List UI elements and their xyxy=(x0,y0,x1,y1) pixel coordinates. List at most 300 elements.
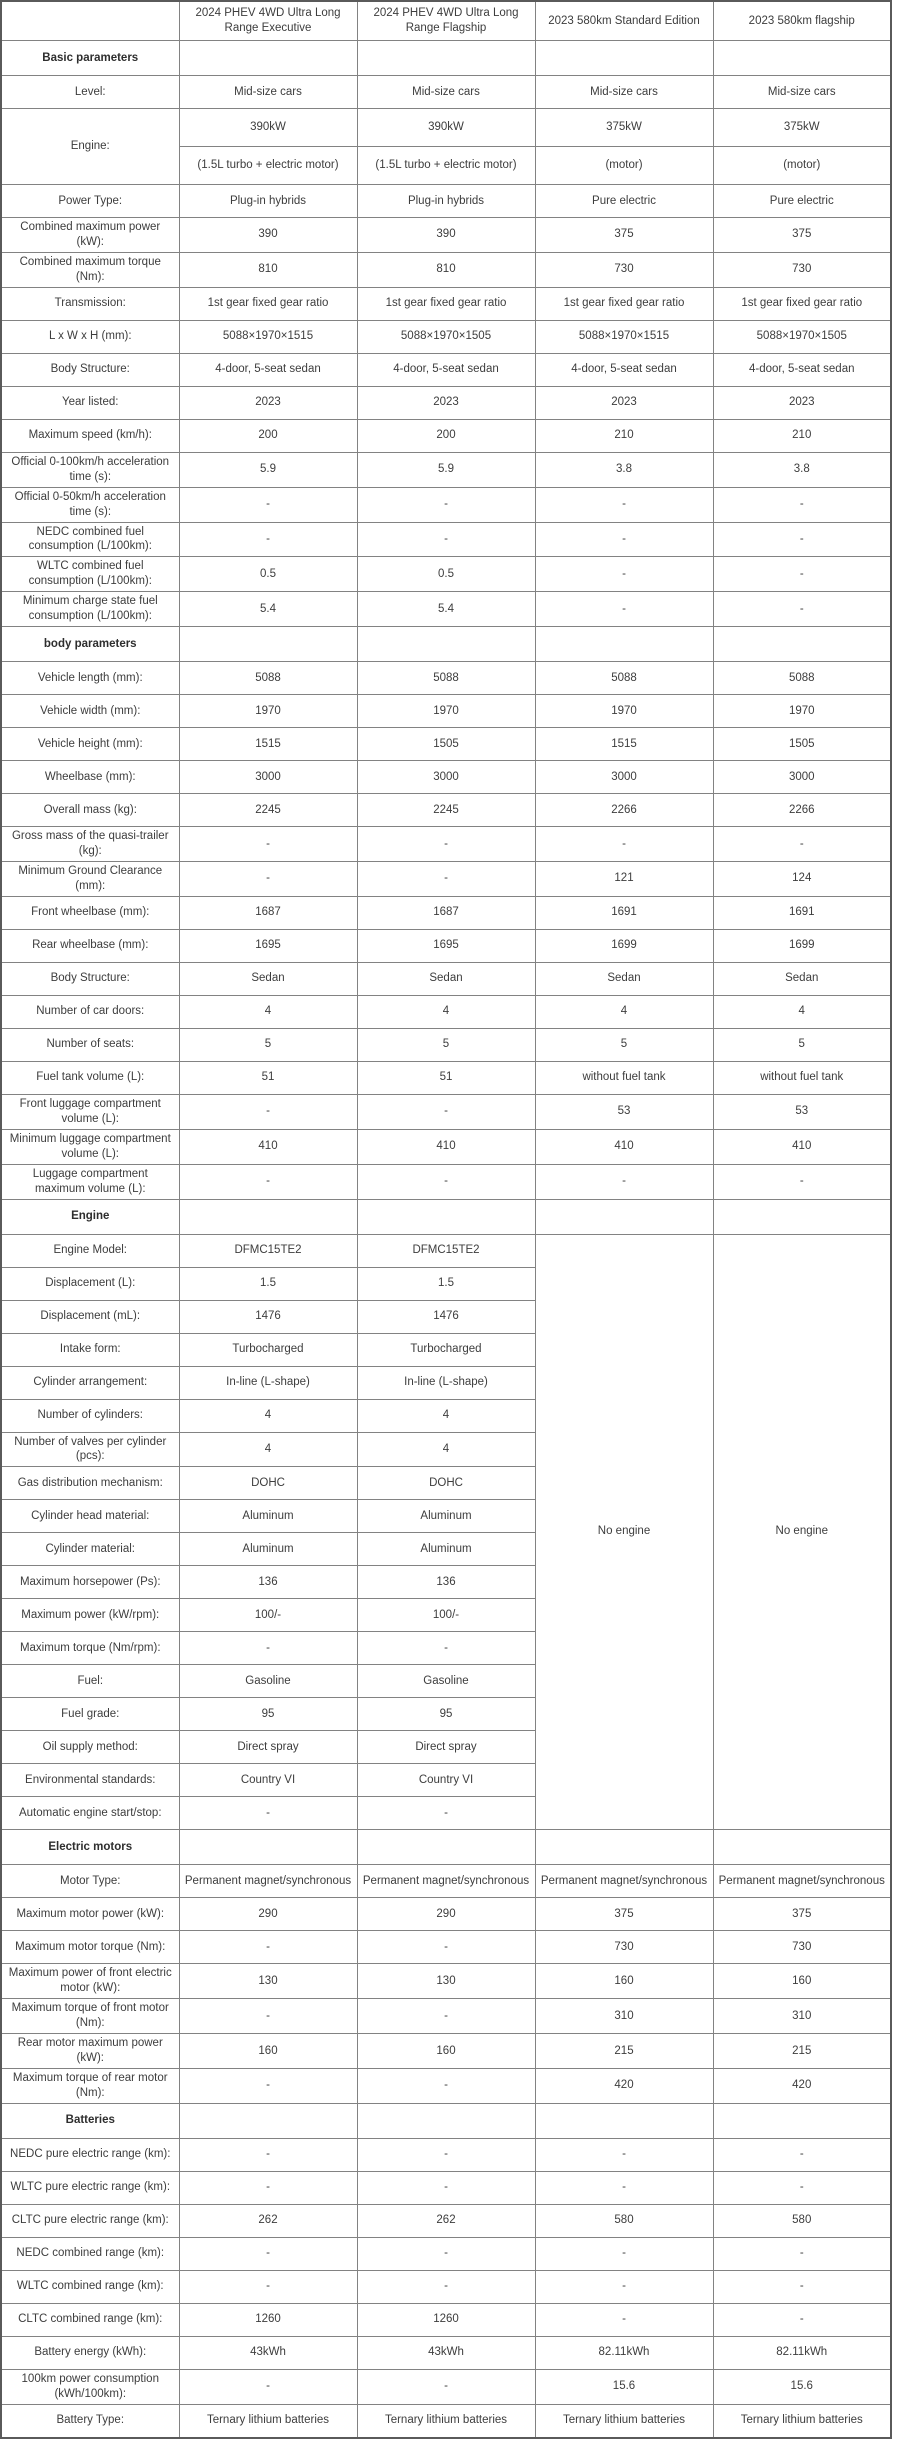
spec-value: 100/- xyxy=(357,1599,535,1632)
spec-value: Permanent magnet/synchronous xyxy=(357,1865,535,1898)
spec-value: 160 xyxy=(535,1964,713,1999)
spec-value: - xyxy=(357,1094,535,1129)
row-label: Fuel grade: xyxy=(1,1698,179,1731)
row-label: Battery Type: xyxy=(1,2404,179,2438)
row-label: Number of seats: xyxy=(1,1028,179,1061)
spec-value: - xyxy=(357,2138,535,2171)
spec-value: 390kW xyxy=(357,109,535,147)
table-row xyxy=(1,287,891,320)
spec-value: - xyxy=(535,2303,713,2336)
spec-value: 95 xyxy=(179,1698,357,1731)
spec-value: - xyxy=(179,2069,357,2104)
spec-value: 1687 xyxy=(357,896,535,929)
spec-value: 410 xyxy=(357,1129,535,1164)
spec-value: - xyxy=(179,827,357,862)
spec-value: 580 xyxy=(535,2204,713,2237)
table-row xyxy=(1,827,891,862)
spec-value: 136 xyxy=(179,1566,357,1599)
row-label: Rear wheelbase (mm): xyxy=(1,929,179,962)
spec-value: 310 xyxy=(713,1999,891,2034)
spec-value: 4-door, 5-seat sedan xyxy=(713,353,891,386)
spec-value: without fuel tank xyxy=(535,1061,713,1094)
spec-value: 375 xyxy=(713,218,891,253)
spec-value: Gasoline xyxy=(357,1665,535,1698)
spec-value: - xyxy=(713,827,891,862)
section-empty-cell xyxy=(535,1830,713,1865)
spec-value: 4-door, 5-seat sedan xyxy=(535,353,713,386)
table-row xyxy=(1,662,891,695)
spec-value: DOHC xyxy=(179,1467,357,1500)
spec-value: Mid-size cars xyxy=(713,76,891,109)
spec-value: 375 xyxy=(535,218,713,253)
table-row xyxy=(1,252,891,287)
spec-value: 390 xyxy=(179,218,357,253)
section-empty-cell xyxy=(535,2103,713,2138)
row-label: Body Structure: xyxy=(1,353,179,386)
spec-value: 3.8 xyxy=(535,452,713,487)
spec-value: - xyxy=(713,2303,891,2336)
spec-value: - xyxy=(535,2138,713,2171)
spec-value: 43kWh xyxy=(357,2336,535,2369)
row-label: Front wheelbase (mm): xyxy=(1,896,179,929)
spec-value: 210 xyxy=(535,419,713,452)
spec-value: - xyxy=(179,2369,357,2404)
row-label: NEDC combined range (km): xyxy=(1,2237,179,2270)
spec-value: Mid-size cars xyxy=(179,76,357,109)
section-header-row xyxy=(1,1199,891,1234)
spec-value: - xyxy=(357,2369,535,2404)
row-label: Maximum torque (Nm/rpm): xyxy=(1,1632,179,1665)
section-title: Engine xyxy=(1,1199,179,1234)
spec-value: In-line (L-shape) xyxy=(357,1366,535,1399)
row-label: WLTC pure electric range (km): xyxy=(1,2171,179,2204)
table-row xyxy=(1,1865,891,1898)
section-empty-cell xyxy=(713,41,891,76)
spec-value: Permanent magnet/synchronous xyxy=(713,1865,891,1898)
row-label: Vehicle width (mm): xyxy=(1,695,179,728)
row-label: WLTC combined fuel consumption (L/100km): xyxy=(1,557,179,592)
spec-value: 1505 xyxy=(357,728,535,761)
spec-value: 43kWh xyxy=(179,2336,357,2369)
spec-value: - xyxy=(357,2171,535,2204)
spec-value: Turbocharged xyxy=(357,1333,535,1366)
spec-value: 4-door, 5-seat sedan xyxy=(357,353,535,386)
spec-value: 1970 xyxy=(357,695,535,728)
spec-value: - xyxy=(357,2069,535,2104)
spec-value: 5 xyxy=(713,1028,891,1061)
table-row xyxy=(1,557,891,592)
spec-value: - xyxy=(713,522,891,557)
spec-value: Turbocharged xyxy=(179,1333,357,1366)
spec-value: - xyxy=(357,1931,535,1964)
row-label: CLTC combined range (km): xyxy=(1,2303,179,2336)
spec-value: 730 xyxy=(535,1931,713,1964)
table-row xyxy=(1,320,891,353)
row-label: Rear motor maximum power (kW): xyxy=(1,2034,179,2069)
row-label: Automatic engine start/stop: xyxy=(1,1797,179,1830)
row-label: Official 0-50km/h acceleration time (s): xyxy=(1,487,179,522)
spec-value: 730 xyxy=(535,252,713,287)
spec-value: DOHC xyxy=(357,1467,535,1500)
spec-value: - xyxy=(535,522,713,557)
spec-value: Country VI xyxy=(357,1764,535,1797)
table-row xyxy=(1,1999,891,2034)
spec-value: 95 xyxy=(357,1698,535,1731)
spec-value: - xyxy=(713,2138,891,2171)
spec-value: - xyxy=(535,557,713,592)
spec-value: 1st gear fixed gear ratio xyxy=(357,287,535,320)
spec-value: 3000 xyxy=(179,761,357,794)
spec-value: 2023 xyxy=(179,386,357,419)
table-row xyxy=(1,419,891,452)
section-empty-cell xyxy=(357,1199,535,1234)
spec-value: - xyxy=(357,862,535,897)
merged-no-engine-cell: No engine xyxy=(713,1234,891,1830)
corner-cell xyxy=(1,1,179,41)
spec-value: 262 xyxy=(357,2204,535,2237)
table-row xyxy=(1,2336,891,2369)
spec-value: 5 xyxy=(179,1028,357,1061)
row-label: Maximum power of front electric motor (kW): xyxy=(1,1964,179,1999)
spec-value: 810 xyxy=(179,252,357,287)
row-label: Cylinder material: xyxy=(1,1533,179,1566)
spec-value: (motor) xyxy=(713,147,891,185)
section-header-row xyxy=(1,1830,891,1865)
spec-value: Pure electric xyxy=(713,185,891,218)
spec-value: 5088×1970×1505 xyxy=(357,320,535,353)
spec-value: 1695 xyxy=(179,929,357,962)
spec-value: 5088 xyxy=(535,662,713,695)
spec-value: 136 xyxy=(357,1566,535,1599)
spec-value: - xyxy=(179,1999,357,2034)
table-row xyxy=(1,185,891,218)
spec-value: Ternary lithium batteries xyxy=(357,2404,535,2438)
row-label: Cylinder arrangement: xyxy=(1,1366,179,1399)
spec-value: - xyxy=(535,487,713,522)
spec-value: Permanent magnet/synchronous xyxy=(535,1865,713,1898)
section-title: Batteries xyxy=(1,2103,179,2138)
table-row xyxy=(1,487,891,522)
table-row xyxy=(1,728,891,761)
spec-value: 5088 xyxy=(713,662,891,695)
row-label: Number of valves per cylinder (pcs): xyxy=(1,1432,179,1467)
spec-value: Ternary lithium batteries xyxy=(179,2404,357,2438)
spec-value: - xyxy=(713,2237,891,2270)
spec-value: - xyxy=(535,592,713,627)
spec-value: 1687 xyxy=(179,896,357,929)
spec-value: 51 xyxy=(179,1061,357,1094)
row-label: Maximum speed (km/h): xyxy=(1,419,179,452)
spec-value: DFMC15TE2 xyxy=(357,1234,535,1267)
table-row xyxy=(1,2069,891,2104)
spec-value: Ternary lithium batteries xyxy=(535,2404,713,2438)
table-row xyxy=(1,1964,891,1999)
spec-value: 0.5 xyxy=(357,557,535,592)
spec-value: - xyxy=(357,827,535,862)
row-label: WLTC combined range (km): xyxy=(1,2270,179,2303)
row-label: Minimum Ground Clearance (mm): xyxy=(1,862,179,897)
table-row xyxy=(1,2138,891,2171)
section-empty-cell xyxy=(357,41,535,76)
spec-value: 53 xyxy=(535,1094,713,1129)
row-label: Body Structure: xyxy=(1,962,179,995)
spec-value: (1.5L turbo + electric motor) xyxy=(179,147,357,185)
spec-value: 580 xyxy=(713,2204,891,2237)
spec-value: 1699 xyxy=(535,929,713,962)
spec-value: - xyxy=(357,2270,535,2303)
spec-value: 15.6 xyxy=(535,2369,713,2404)
row-label: Maximum horsepower (Ps): xyxy=(1,1566,179,1599)
spec-value: 3000 xyxy=(535,761,713,794)
row-label: Engine Model: xyxy=(1,1234,179,1267)
spec-value: - xyxy=(179,862,357,897)
table-row xyxy=(1,218,891,253)
spec-value: - xyxy=(179,1164,357,1199)
spec-value: 3.8 xyxy=(713,452,891,487)
spec-value: 51 xyxy=(357,1061,535,1094)
spec-value: 4 xyxy=(713,995,891,1028)
spec-value: Plug-in hybrids xyxy=(179,185,357,218)
row-label: L x W x H (mm): xyxy=(1,320,179,353)
section-empty-cell xyxy=(713,627,891,662)
spec-value: 2266 xyxy=(535,794,713,827)
spec-value: Aluminum xyxy=(179,1533,357,1566)
row-label: Maximum torque of rear motor (Nm): xyxy=(1,2069,179,2104)
spec-value: - xyxy=(713,1164,891,1199)
spec-value: 5088 xyxy=(179,662,357,695)
spec-value: 4 xyxy=(179,995,357,1028)
spec-value: 2266 xyxy=(713,794,891,827)
table-row xyxy=(1,592,891,627)
row-label: Oil supply method: xyxy=(1,1731,179,1764)
row-label: Motor Type: xyxy=(1,1865,179,1898)
spec-value: 375 xyxy=(713,1898,891,1931)
spec-value: 1st gear fixed gear ratio xyxy=(713,287,891,320)
spec-value: 390 xyxy=(357,218,535,253)
row-label: Maximum motor torque (Nm): xyxy=(1,1931,179,1964)
row-label: Displacement (L): xyxy=(1,1267,179,1300)
spec-value: 1476 xyxy=(179,1300,357,1333)
spec-value: Permanent magnet/synchronous xyxy=(179,1865,357,1898)
spec-value: Direct spray xyxy=(357,1731,535,1764)
section-empty-cell xyxy=(713,2103,891,2138)
spec-value: 5088×1970×1515 xyxy=(535,320,713,353)
column-header: 2024 PHEV 4WD Ultra Long Range Flagship xyxy=(357,1,535,41)
spec-value: 5088 xyxy=(357,662,535,695)
column-header: 2023 580km flagship xyxy=(713,1,891,41)
table-row xyxy=(1,522,891,557)
table-row xyxy=(1,2171,891,2204)
table-row xyxy=(1,896,891,929)
table-header xyxy=(1,1,891,41)
section-empty-cell xyxy=(179,1830,357,1865)
spec-value: - xyxy=(357,522,535,557)
spec-value: 1699 xyxy=(713,929,891,962)
row-label: Overall mass (kg): xyxy=(1,794,179,827)
spec-value: 2245 xyxy=(357,794,535,827)
spec-value: 5.9 xyxy=(357,452,535,487)
spec-value: 375 xyxy=(535,1898,713,1931)
spec-value: 5 xyxy=(357,1028,535,1061)
row-label: Vehicle length (mm): xyxy=(1,662,179,695)
row-label: Fuel: xyxy=(1,1665,179,1698)
spec-value: - xyxy=(535,2171,713,2204)
row-label: Displacement (mL): xyxy=(1,1300,179,1333)
row-label: Maximum motor power (kW): xyxy=(1,1898,179,1931)
column-header-row xyxy=(1,1,891,41)
spec-value: without fuel tank xyxy=(713,1061,891,1094)
table-row xyxy=(1,2204,891,2237)
section-empty-cell xyxy=(357,1830,535,1865)
spec-value: 1260 xyxy=(179,2303,357,2336)
section-empty-cell xyxy=(179,627,357,662)
spec-value: Direct spray xyxy=(179,1731,357,1764)
row-label: NEDC pure electric range (km): xyxy=(1,2138,179,2171)
spec-value: 410 xyxy=(535,1129,713,1164)
table-row xyxy=(1,1898,891,1931)
spec-value: 200 xyxy=(179,419,357,452)
row-label: Gas distribution mechanism: xyxy=(1,1467,179,1500)
spec-value: - xyxy=(179,2237,357,2270)
section-title: Electric motors xyxy=(1,1830,179,1865)
table-row xyxy=(1,1931,891,1964)
section-empty-cell xyxy=(179,2103,357,2138)
spec-value: - xyxy=(179,2171,357,2204)
row-label: Combined maximum torque (Nm): xyxy=(1,252,179,287)
spec-value: 730 xyxy=(713,252,891,287)
spec-value: Ternary lithium batteries xyxy=(713,2404,891,2438)
spec-value: 1515 xyxy=(179,728,357,761)
spec-value: DFMC15TE2 xyxy=(179,1234,357,1267)
spec-value: 1970 xyxy=(179,695,357,728)
table-row xyxy=(1,995,891,1028)
spec-value: - xyxy=(357,487,535,522)
row-label: Cylinder head material: xyxy=(1,1500,179,1533)
spec-value: Plug-in hybrids xyxy=(357,185,535,218)
spec-value: 200 xyxy=(357,419,535,452)
spec-value: Aluminum xyxy=(357,1500,535,1533)
spec-value: In-line (L-shape) xyxy=(179,1366,357,1399)
spec-value: 390kW xyxy=(179,109,357,147)
row-label: Intake form: xyxy=(1,1333,179,1366)
table-row xyxy=(1,353,891,386)
row-label: Engine: xyxy=(1,109,179,185)
spec-value: 5.9 xyxy=(179,452,357,487)
spec-value: - xyxy=(713,557,891,592)
row-label: Minimum charge state fuel consumption (L/100km): xyxy=(1,592,179,627)
row-label: Front luggage compartment volume (L): xyxy=(1,1094,179,1129)
spec-value: Sedan xyxy=(357,962,535,995)
spec-value: 262 xyxy=(179,2204,357,2237)
spec-value: 730 xyxy=(713,1931,891,1964)
spec-value: Pure electric xyxy=(535,185,713,218)
spec-value: 1505 xyxy=(713,728,891,761)
spec-value: 4 xyxy=(179,1432,357,1467)
spec-value: - xyxy=(179,1632,357,1665)
row-label: Official 0-100km/h acceleration time (s): xyxy=(1,452,179,487)
section-empty-cell xyxy=(357,2103,535,2138)
table-row xyxy=(1,76,891,109)
row-label: Transmission: xyxy=(1,287,179,320)
spec-value: 2245 xyxy=(179,794,357,827)
spec-value: 310 xyxy=(535,1999,713,2034)
spec-value: 2023 xyxy=(357,386,535,419)
spec-value: - xyxy=(713,487,891,522)
table-row xyxy=(1,695,891,728)
section-empty-cell xyxy=(713,1830,891,1865)
table-row xyxy=(1,929,891,962)
table-row xyxy=(1,1028,891,1061)
spec-value: - xyxy=(357,2237,535,2270)
spec-value: Mid-size cars xyxy=(535,76,713,109)
table-row xyxy=(1,2303,891,2336)
row-label: Fuel tank volume (L): xyxy=(1,1061,179,1094)
table-row xyxy=(1,1164,891,1199)
row-label: CLTC pure electric range (km): xyxy=(1,2204,179,2237)
spec-value: 1970 xyxy=(535,695,713,728)
spec-value: 53 xyxy=(713,1094,891,1129)
spec-value: 121 xyxy=(535,862,713,897)
spec-value: 420 xyxy=(535,2069,713,2104)
spec-value: - xyxy=(357,1999,535,2034)
spec-value: - xyxy=(713,2270,891,2303)
column-header: 2023 580km Standard Edition xyxy=(535,1,713,41)
spec-value: 160 xyxy=(713,1964,891,1999)
spec-value: Gasoline xyxy=(179,1665,357,1698)
section-empty-cell xyxy=(179,1199,357,1234)
spec-value: 82.11kWh xyxy=(535,2336,713,2369)
section-empty-cell xyxy=(535,41,713,76)
section-header-row xyxy=(1,41,891,76)
table-row xyxy=(1,452,891,487)
row-label: Number of car doors: xyxy=(1,995,179,1028)
table-row xyxy=(1,1234,891,1267)
spec-value: 375kW xyxy=(535,109,713,147)
spec-value: Country VI xyxy=(179,1764,357,1797)
spec-value: Sedan xyxy=(713,962,891,995)
spec-value: 1.5 xyxy=(357,1267,535,1300)
spec-value: 215 xyxy=(535,2034,713,2069)
row-label: Maximum power (kW/rpm): xyxy=(1,1599,179,1632)
column-header: 2024 PHEV 4WD Ultra Long Range Executive xyxy=(179,1,357,41)
spec-value: 1476 xyxy=(357,1300,535,1333)
table-row xyxy=(1,1061,891,1094)
spec-value: 1515 xyxy=(535,728,713,761)
spec-value: Sedan xyxy=(179,962,357,995)
spec-value: 4-door, 5-seat sedan xyxy=(179,353,357,386)
row-label: NEDC combined fuel consumption (L/100km): xyxy=(1,522,179,557)
spec-value: 420 xyxy=(713,2069,891,2104)
spec-value: - xyxy=(535,1164,713,1199)
spec-value: 5.4 xyxy=(179,592,357,627)
table-row xyxy=(1,109,891,147)
row-label: Luggage compartment maximum volume (L): xyxy=(1,1164,179,1199)
spec-value: - xyxy=(535,827,713,862)
spec-value: - xyxy=(179,2270,357,2303)
spec-value: 3000 xyxy=(713,761,891,794)
section-empty-cell xyxy=(357,627,535,662)
row-label: Level: xyxy=(1,76,179,109)
row-label: 100km power consumption (kWh/100km): xyxy=(1,2369,179,2404)
spec-value: (1.5L turbo + electric motor) xyxy=(357,147,535,185)
section-empty-cell xyxy=(713,1199,891,1234)
section-empty-cell xyxy=(179,41,357,76)
section-header-row xyxy=(1,627,891,662)
row-label: Environmental standards: xyxy=(1,1764,179,1797)
table-row xyxy=(1,1094,891,1129)
spec-value: (motor) xyxy=(535,147,713,185)
section-empty-cell xyxy=(535,627,713,662)
